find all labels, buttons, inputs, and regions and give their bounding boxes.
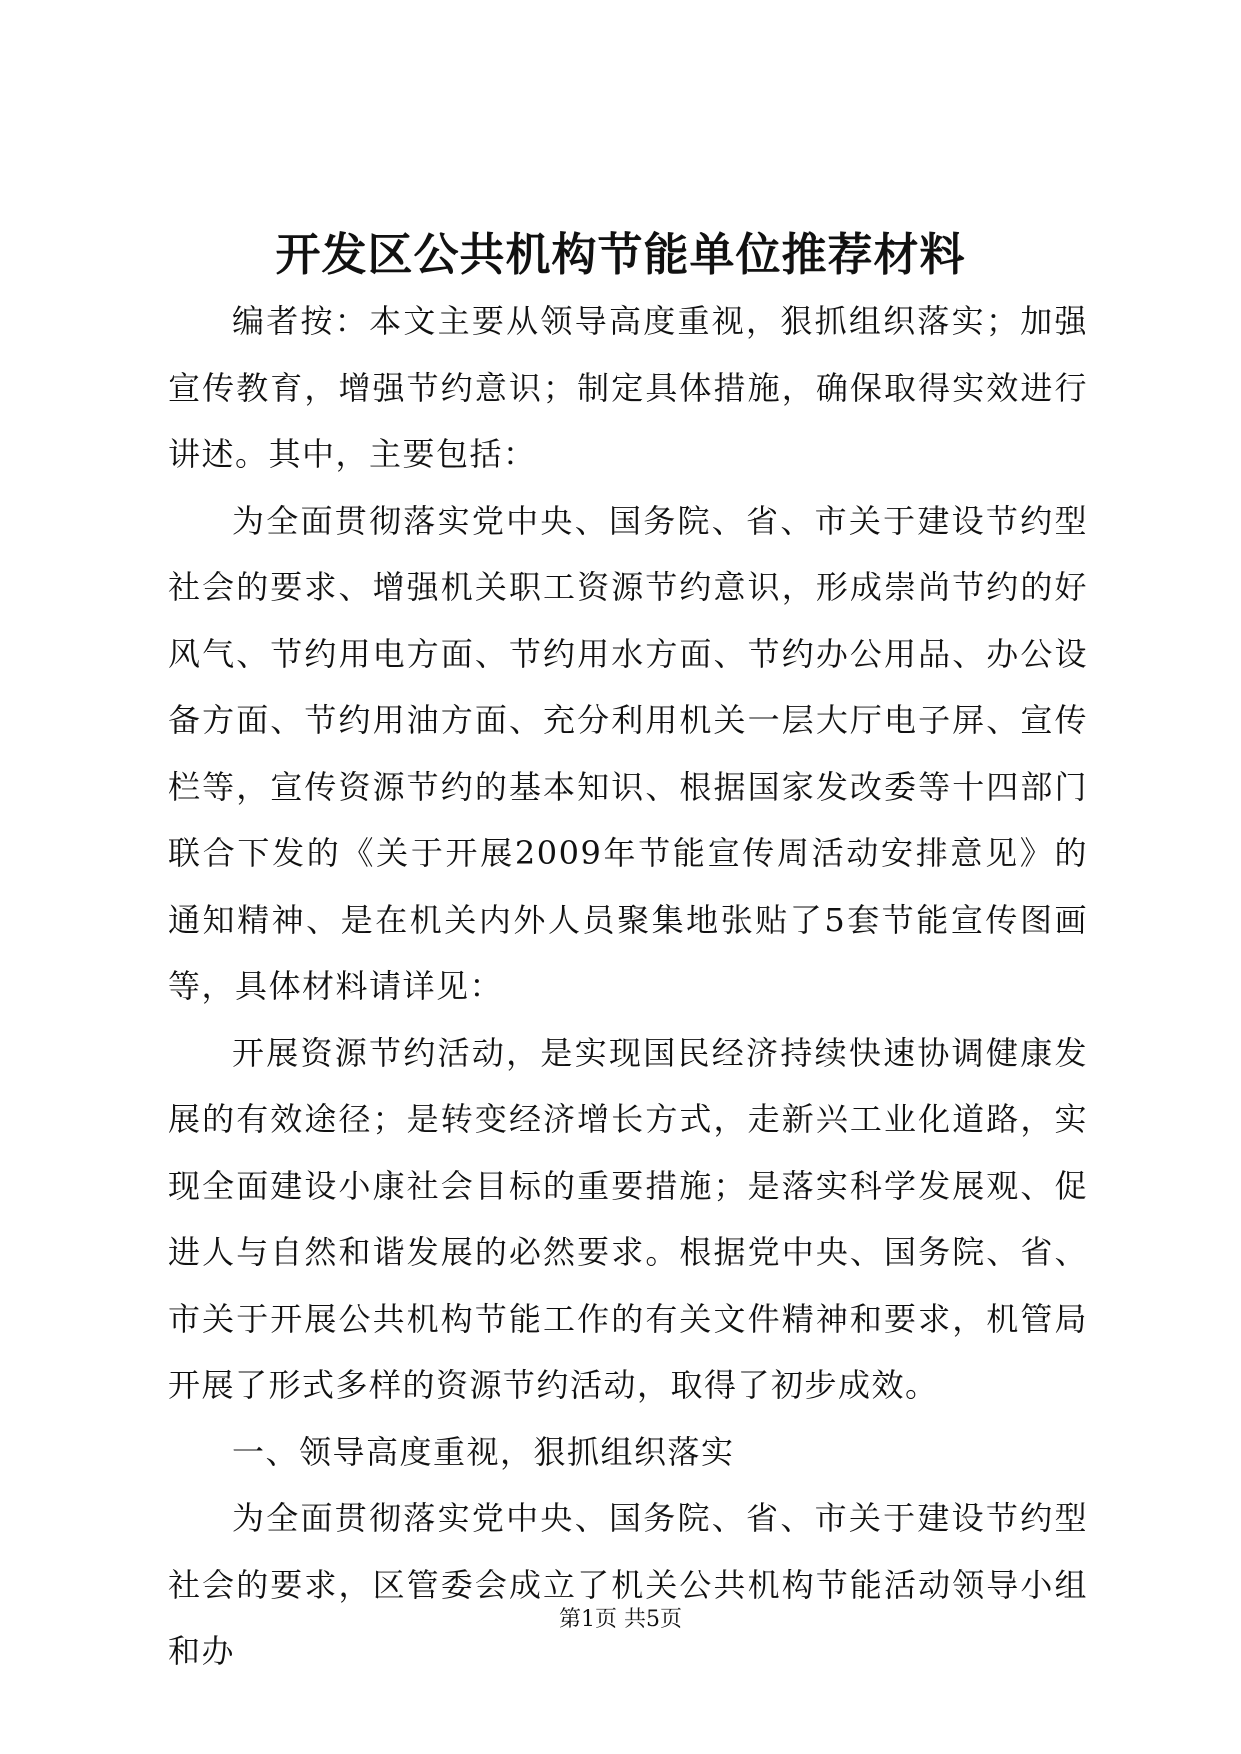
paragraph-editor-note: 编者按：本文主要从领导高度重视，狠抓组织落实；加强宣传教育，增强节约意识；制定具体措施，确保取得实效进行讲述。其中，主要包括： (168, 302, 1088, 473)
document-body (168, 288, 1088, 1685)
paragraph-section-1: 为全面贯彻落实党中央、国务院、省、市关于建设节约型社会的要求，区管委会成立了机关公共机构节能活动领导小组和办 (168, 1499, 1088, 1670)
paragraph-background: 开展资源节约活动，是实现国民经济持续快速协调健康发展的有效途径；是转变经济增长方式，走新兴工业化道路，实现全面建设小康社会目标的重要措施；是落实科学发展观、促进人与自然和谐发展的必然要求。根据党中央、国务院、省、市关于开展公共机构节能工作的有关文件精神和要求，机管局开展了形式多样的资源节约活动，取得了初步成效。 (168, 1033, 1088, 1404)
document-title: 开发区公共机构节能单位推荐材料 (275, 228, 966, 281)
paragraph-overview: 为全面贯彻落实党中央、国务院、省、市关于建设节约型社会的要求、增强机关职工资源节约意识，形成崇尚节约的好风气、节约用电方面、节约用水方面、节约办公用品、办公设备方面、节约用油方面、充分利用机关一层大厅电子屏、宣传栏等，宣传资源节约的基本知识、根据国家发改委等十四部门联合下发的《关于开展2009年节能宣传周活动安排意见》的通知精神、是在机关内外人员聚集地张贴了5套节能宣传图画等，具体材料请详见： (168, 501, 1088, 1005)
page-number-footer: 第1页 共5页 (559, 1607, 682, 1632)
section-heading-1: 一、领导高度重视，狠抓组织落实 (232, 1432, 735, 1471)
